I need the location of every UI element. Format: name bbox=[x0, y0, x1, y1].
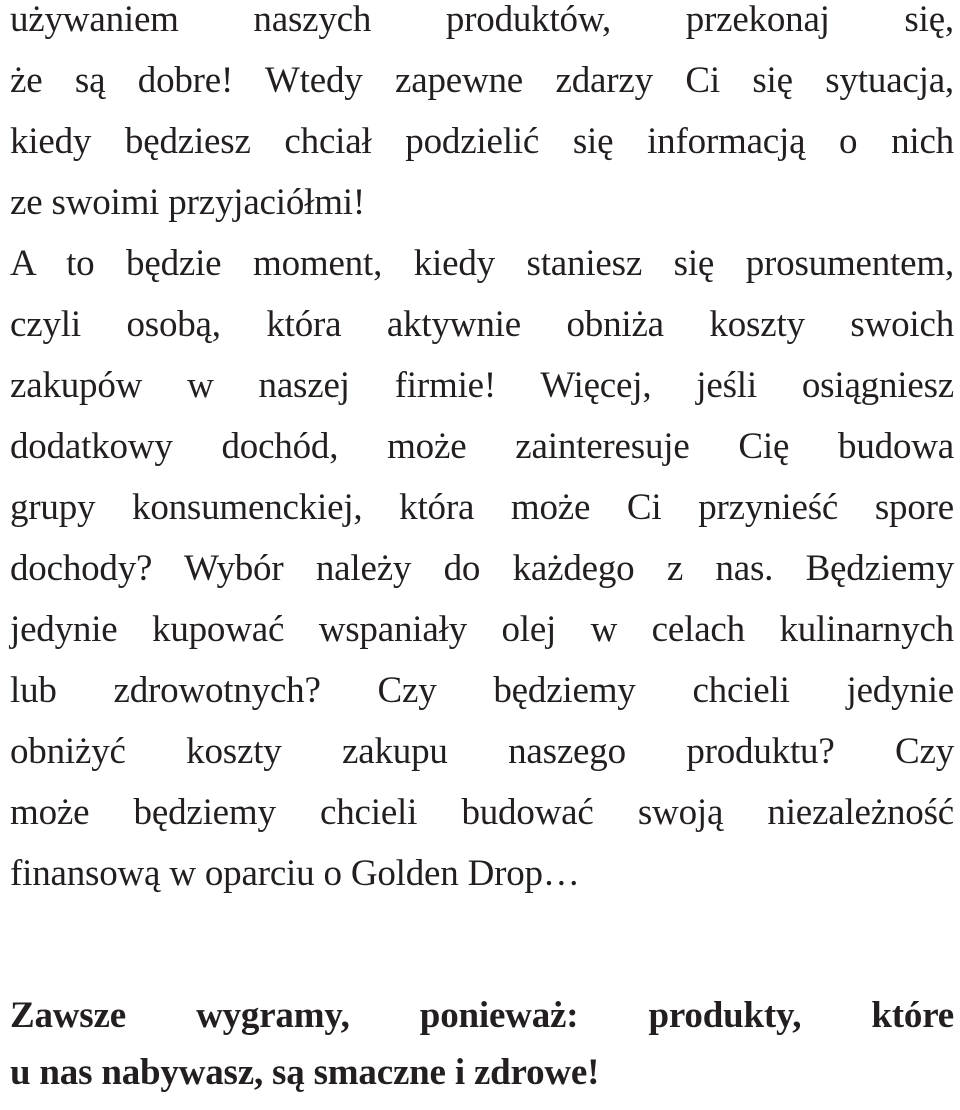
closing-line: u nas nabywasz, są smaczne i zdrowe! bbox=[10, 1052, 600, 1093]
text-line: czyli osobą, która aktywnie obniża koszty swoich bbox=[10, 304, 954, 345]
text-line: kiedy będziesz chciał podzielić się informacją o nich bbox=[10, 121, 954, 162]
text-line: że są dobre! Wtedy zapewne zdarzy Ci się sytuacja, bbox=[10, 60, 954, 101]
text-line: lub zdrowotnych? Czy będziemy chcieli jedynie bbox=[10, 670, 954, 711]
text-line: dodatkowy dochód, może zainteresuje Cię budowa bbox=[10, 426, 954, 467]
body-paragraph bbox=[10, 0, 954, 915]
text-line: używaniem naszych produktów, przekonaj się, bbox=[10, 0, 954, 40]
text-line: A to będzie moment, kiedy staniesz się prosumentem, bbox=[10, 243, 954, 284]
text-line: dochody? Wybór należy do każdego z nas. Będziemy bbox=[10, 548, 954, 589]
text-line: jedynie kupować wspaniały olej w celach kulinarnych bbox=[10, 609, 954, 650]
closing-statement bbox=[10, 996, 954, 1110]
closing-line: Zawsze wygramy, ponieważ: produkty, które bbox=[10, 995, 954, 1036]
text-line: obniżyć koszty zakupu naszego produktu? Czy bbox=[10, 731, 954, 772]
text-line: ze swoimi przyjaciółmi! bbox=[10, 182, 366, 223]
text-line: zakupów w naszej firmie! Więcej, jeśli osiągniesz bbox=[10, 365, 954, 406]
text-line: może będziemy chcieli budować swoją niezależność bbox=[10, 792, 954, 833]
text-line: grupy konsumenckiej, która może Ci przynieść spore bbox=[10, 487, 954, 528]
text-line: finansową w oparciu o Golden Drop… bbox=[10, 853, 580, 894]
